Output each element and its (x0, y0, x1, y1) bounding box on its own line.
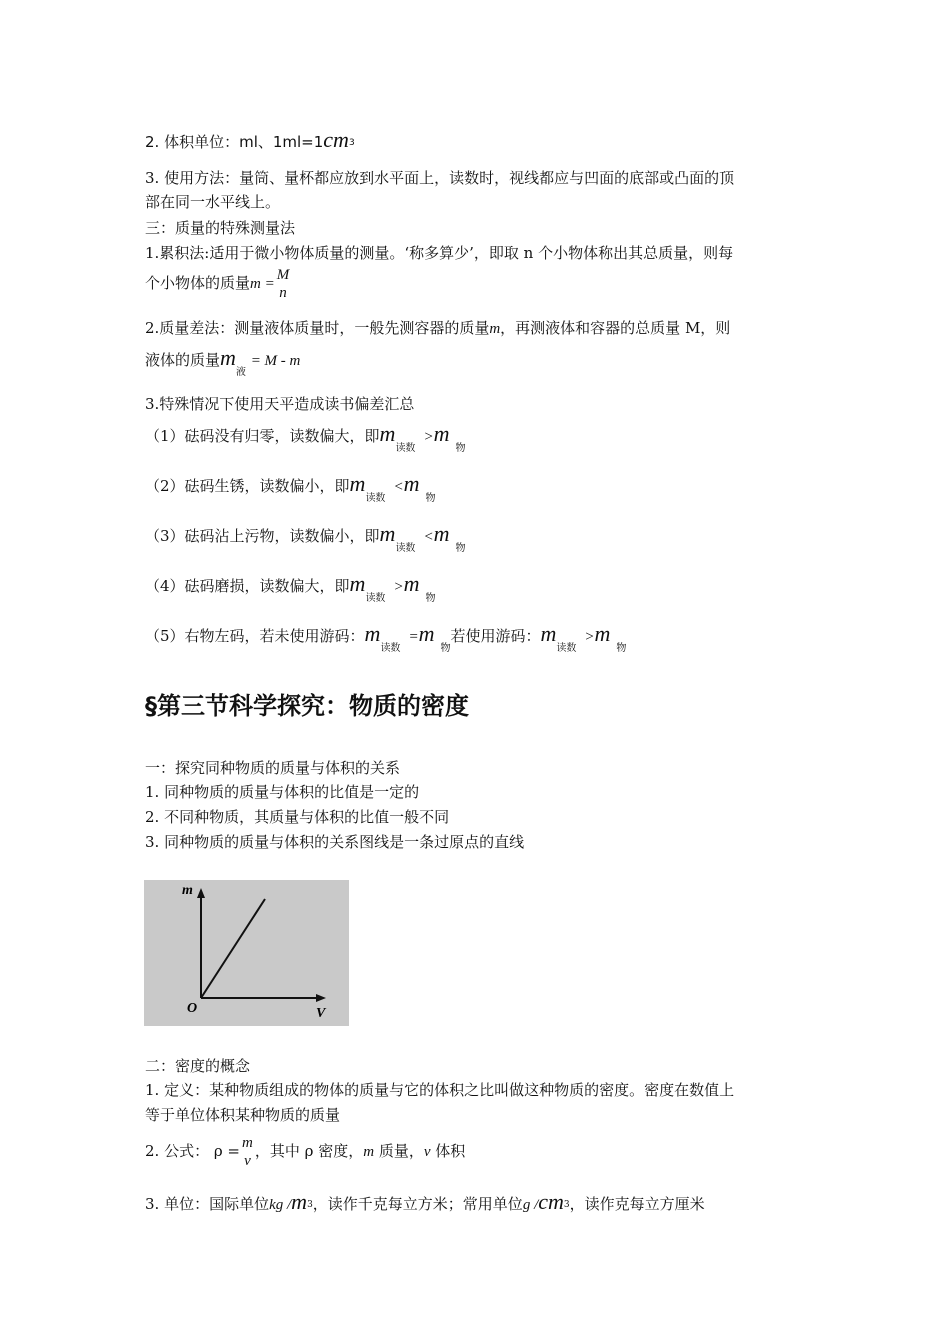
object-subscript: 物 (455, 443, 466, 454)
reading-subscript: 读数 (395, 443, 416, 454)
m-reading-2: m (540, 621, 557, 646)
formula-text-1: ，其中 ρ 密度， (254, 1142, 364, 1160)
operator: > (393, 579, 404, 595)
m-object: m (403, 571, 420, 596)
formula-prefix: 2. 公式： ρ = (145, 1142, 241, 1160)
sec1-title: 一：探究同种物质的质量与体积的关系 (145, 759, 401, 777)
reading-subscript-2: 读数 (556, 643, 577, 654)
reading-subscript: 读数 (395, 543, 416, 554)
case-4 (145, 571, 436, 604)
operator: > (423, 429, 434, 445)
m-object: m (433, 521, 450, 546)
y-axis-arrow-icon (197, 888, 205, 898)
difference-line-2 (145, 345, 301, 378)
m-object-2: m (594, 621, 611, 646)
operator-2: > (584, 629, 595, 645)
cube-exponent: 3 (348, 138, 355, 148)
object-subscript: 物 (425, 493, 436, 504)
m-reading: m (379, 421, 396, 446)
unit-suffix: ，读作克每立方厘米 (569, 1195, 705, 1213)
formula-text-2: 质量， (374, 1142, 424, 1160)
v-symbol: v (423, 1144, 431, 1160)
cube-exponent-2: 3 (563, 1200, 570, 1210)
case-1 (145, 421, 466, 454)
m-reading: m (349, 571, 366, 596)
graph-origin-label: O (187, 1001, 198, 1016)
reading-subscript: 读数 (365, 593, 386, 604)
proportional-line (201, 899, 265, 998)
definition-line-2: 等于单位体积某种物质的质量 (145, 1106, 341, 1124)
accumulation-line-1: 1.累积法:适用于微小物体质量的测量。‘称多算少’，即取 n 个小物体称出其总质量，则每 (145, 244, 734, 262)
m-reading: m (349, 471, 366, 496)
liquid-formula: = M - m (250, 353, 301, 369)
m-object: m (433, 421, 450, 446)
graph-y-label: m (182, 883, 193, 898)
denominator: v (244, 1153, 251, 1169)
m-symbol: m (363, 1144, 375, 1160)
difference-text-b: ，再测液体和容器的总质量 M，则 (500, 319, 731, 337)
liquid-mass-text: 液体的质量 (145, 351, 221, 369)
accumulation-text: 个小物体的质量 (145, 274, 251, 292)
m-object: m (418, 621, 435, 646)
operator: = (408, 629, 419, 645)
case-5-mid-text: 若使用游码： (450, 627, 541, 645)
unit-prefix: 3. 单位：国际单位 (145, 1195, 270, 1213)
fraction-M-over-n (277, 266, 290, 302)
x-axis-arrow-icon (316, 994, 326, 1002)
difference-text: 2.质量差法：测量液体质量时，一般先测容器的质量 (145, 319, 490, 337)
cm-symbol: cm (323, 127, 349, 152)
reading-subscript: 读数 (365, 493, 386, 504)
m-reading: m (364, 621, 381, 646)
deviation-summary-title: 3.特殊情况下使用天平造成读书偏差汇总 (145, 395, 415, 413)
m-symbol: m (489, 321, 501, 337)
section-heading: §第三节科学探究：物质的密度 (145, 692, 469, 720)
unit-line (145, 1189, 705, 1217)
operator: < (393, 479, 404, 495)
mass-volume-graph (144, 880, 349, 1026)
section-3-title: 三：质量的特殊测量法 (145, 219, 296, 237)
denominator: n (279, 285, 287, 301)
case-5 (145, 621, 627, 654)
object-subscript: 物 (455, 543, 466, 554)
accumulation-line-2 (145, 266, 291, 302)
object-subscript-2: 物 (616, 643, 627, 654)
case-2 (145, 471, 436, 504)
reading-subscript: 读数 (380, 643, 401, 654)
sec1-item-2: 2. 不同种物质，其质量与体积的比值一般不同 (145, 808, 450, 826)
fraction-m-over-v (242, 1134, 253, 1170)
numerator: m (242, 1135, 253, 1151)
formula-line (145, 1134, 465, 1170)
volume-unit-text: 2. 体积单位：ml、1ml=1 (145, 133, 324, 151)
numerator: M (276, 267, 290, 283)
m-unit-symbol: m (291, 1189, 308, 1214)
m-object: m (403, 471, 420, 496)
formula-text-3: 体积 (430, 1142, 466, 1160)
sec2-title: 二：密度的概念 (145, 1057, 251, 1075)
case-2-text: （2）砝码生锈，读数偏小，即 (145, 477, 350, 495)
sec1-item-3: 3. 同种物质的质量与体积的关系图线是一条过原点的直线 (145, 833, 525, 851)
volume-unit-line (145, 127, 355, 155)
sec1-item-1: 1. 同种物质的质量与体积的比值是一定的 (145, 783, 420, 801)
case-5-text: （5）右物左码，若未使用游码： (145, 627, 365, 645)
m-reading: m (379, 521, 396, 546)
unit-mid-text: ，读作千克每立方米；常用单位 (312, 1195, 523, 1213)
g-symbol: g / (522, 1197, 539, 1213)
cm-unit-symbol: cm (538, 1189, 564, 1214)
graph-x-label: V (316, 1006, 326, 1021)
usage-line-1: 3. 使用方法：量筒、量杯都应放到水平面上，读数时，视线都应与凹面的底部或凸面的顶 (145, 169, 735, 187)
case-3 (145, 521, 466, 554)
operator: < (423, 529, 434, 545)
case-4-text: （4）砝码磨损，读数偏大，即 (145, 577, 350, 595)
usage-line-2: 部在同一水平线上。 (145, 193, 281, 211)
object-subscript: 物 (440, 643, 451, 654)
object-subscript: 物 (425, 593, 436, 604)
liquid-subscript: 液 (235, 367, 246, 378)
definition-line-1: 1. 定义：某种物质组成的物体的质量与它的体积之比叫做这种物质的密度。密度在数值上 (145, 1081, 735, 1099)
difference-line-1 (145, 318, 730, 339)
case-1-text: （1）砝码没有归零，读数偏大，即 (145, 427, 380, 445)
graph-svg (144, 880, 349, 1026)
case-3-text: （3）砝码沾上污物，读数偏小，即 (145, 527, 380, 545)
m-liquid-symbol: m (220, 345, 236, 370)
kg-symbol: kg / (269, 1197, 292, 1213)
formula-lhs: m = (250, 276, 275, 292)
cube-exponent: 3 (307, 1200, 313, 1210)
